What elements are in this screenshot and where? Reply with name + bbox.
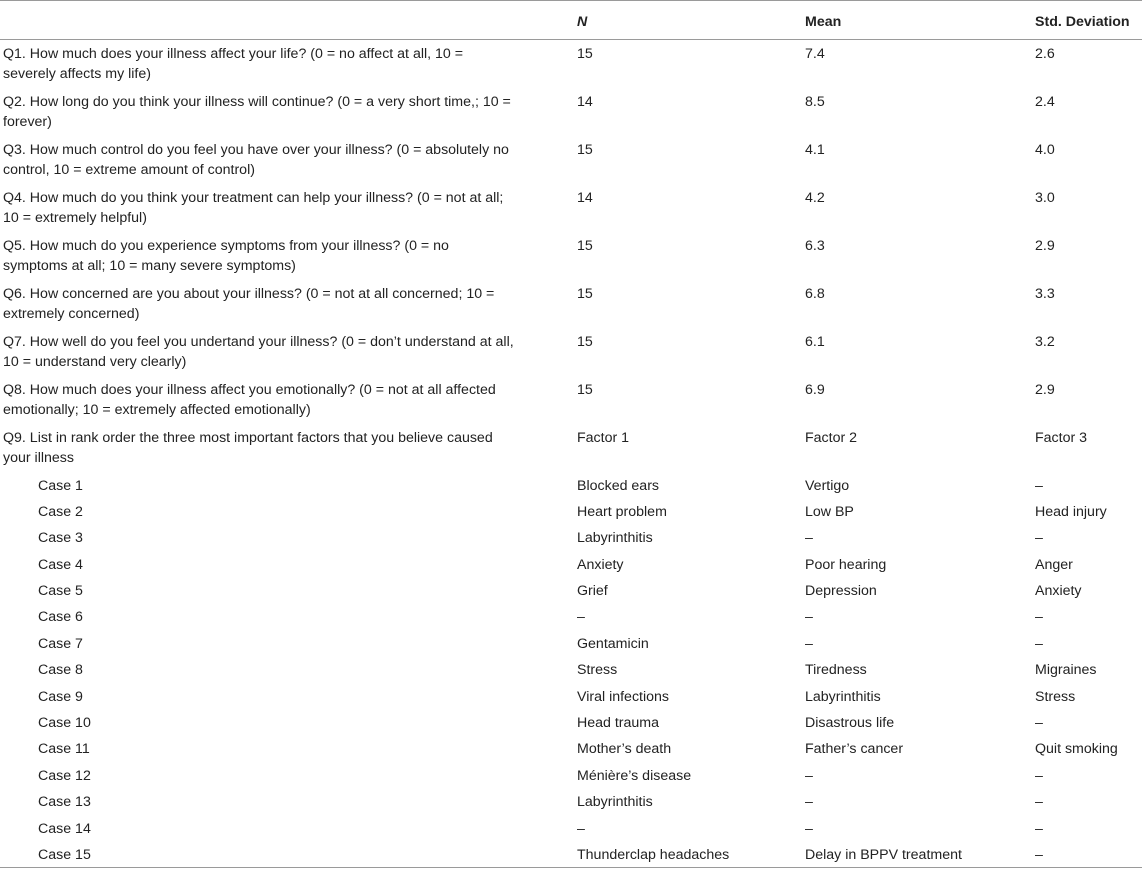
question-row-q5 xyxy=(0,232,1142,280)
table-header xyxy=(0,1,1142,40)
sd-value: 2.6 xyxy=(1035,46,1055,62)
factor-3-value: Migraines xyxy=(1035,662,1097,679)
mean-value: 4.1 xyxy=(805,141,825,158)
factor-2-value: Delay in BPPV treatment xyxy=(805,841,1035,867)
factor-2-value: – xyxy=(805,635,813,652)
question-text: Q1. How much does your illness affect your life? (0 = no affect at all, 10 = severely affects my life) xyxy=(3,46,464,82)
factor-3-value: Anxiety xyxy=(1035,583,1082,600)
question-text: Q2. How long do you think your illness will continue? (0 = a very short time,; 10 = forever) xyxy=(3,93,511,130)
factor-2-value: – xyxy=(805,820,813,837)
factor-3-value: – xyxy=(1035,820,1043,837)
case-row xyxy=(0,551,1142,577)
case-row xyxy=(0,472,1142,498)
header-std-deviation: Std. Deviation xyxy=(1035,1,1142,40)
question-text: Q6. How concerned are you about your illness? (0 = not at all concerned; 10 = extremely concerned) xyxy=(3,285,495,322)
factor-3-value: Head injury xyxy=(1035,503,1107,520)
case-row xyxy=(0,788,1142,814)
mean-value: 6.9 xyxy=(805,381,825,398)
factor-3-value: – xyxy=(1035,841,1142,867)
factor-1-value: Grief xyxy=(577,583,608,600)
factor-3-value: – xyxy=(1035,794,1043,811)
question-text: Q3. How much control do you feel you have over your illness? (0 = absolutely no control, 10 = extreme amount of control) xyxy=(3,141,509,178)
n-value: 15 xyxy=(577,381,593,398)
question-text: Q5. How much do you experience symptoms from your illness? (0 = no symptoms at all; 10 = many severe symptoms) xyxy=(3,237,449,274)
factor-1-value: Anxiety xyxy=(577,556,624,573)
factor-3-value: Quit smoking xyxy=(1035,741,1118,758)
cases-body xyxy=(0,472,1142,868)
header-question xyxy=(0,1,577,40)
n-value: 14 xyxy=(577,93,593,110)
question-text: Q9. List in rank order the three most important factors that you believe caused your illness xyxy=(3,429,493,466)
factor-1-value: – xyxy=(577,820,585,837)
factor-1-heading: Factor 1 xyxy=(577,429,630,446)
question-row-q1 xyxy=(0,40,1142,88)
factor-1-value: – xyxy=(577,609,585,626)
case-row xyxy=(0,841,1142,867)
factor-2-value: Poor hearing xyxy=(805,556,887,573)
n-value: 15 xyxy=(577,141,593,158)
factor-2-value: Vertigo xyxy=(805,477,850,494)
factor-2-value: Low BP xyxy=(805,503,854,520)
n-value: 15 xyxy=(577,237,593,254)
case-label: Case 5 xyxy=(38,583,83,600)
sd-value: 3.3 xyxy=(1035,285,1055,302)
factor-3-value: – xyxy=(1035,767,1043,784)
sd-value: 2.9 xyxy=(1035,237,1055,254)
case-row xyxy=(0,815,1142,841)
case-label: Case 15 xyxy=(0,841,577,867)
factor-2-value: Tiredness xyxy=(805,662,867,679)
question-row-q8 xyxy=(0,376,1142,424)
factor-2-value: Disastrous life xyxy=(805,715,895,732)
factor-1-value: Mother’s death xyxy=(577,741,672,758)
factor-3-value: – xyxy=(1035,635,1043,652)
table-body xyxy=(0,40,1142,472)
case-label: Case 14 xyxy=(38,820,91,837)
case-row xyxy=(0,762,1142,788)
factor-1-value: Labyrinthitis xyxy=(577,794,653,811)
question-row-q2 xyxy=(0,88,1142,136)
factor-3-value: Anger xyxy=(1035,556,1073,573)
case-label: Case 4 xyxy=(38,556,83,573)
case-row xyxy=(0,683,1142,709)
n-value: 14 xyxy=(577,189,593,206)
question-row-q6 xyxy=(0,280,1142,328)
case-row xyxy=(0,709,1142,735)
case-label: Case 8 xyxy=(38,662,83,679)
case-label: Case 13 xyxy=(38,794,91,811)
case-label: Case 11 xyxy=(38,741,90,758)
case-row xyxy=(0,603,1142,629)
case-label: Case 12 xyxy=(38,767,91,784)
case-row xyxy=(0,498,1142,524)
factor-3-value: Stress xyxy=(1035,688,1076,705)
n-value: 15 xyxy=(577,285,593,302)
factor-1-value: Blocked ears xyxy=(577,477,660,494)
mean-value: 6.8 xyxy=(805,285,825,302)
header-n: N xyxy=(577,1,805,40)
factor-2-value: Father’s cancer xyxy=(805,741,904,758)
factor-2-value: – xyxy=(805,609,813,626)
factor-2-heading: Factor 2 xyxy=(805,429,858,446)
case-label: Case 2 xyxy=(38,503,83,520)
factor-1-value: Thunderclap headaches xyxy=(577,841,805,867)
factor-1-value: Stress xyxy=(577,662,618,679)
mean-value: 6.1 xyxy=(805,333,825,350)
sd-value: 2.9 xyxy=(1035,381,1055,398)
factor-1-value: Labyrinthitis xyxy=(577,530,653,547)
case-row xyxy=(0,630,1142,656)
n-value: 15 xyxy=(577,333,593,350)
factor-2-value: Labyrinthitis xyxy=(805,688,881,705)
question-text: Q7. How well do you feel you undertand your illness? (0 = don’t understand at all, 10 = understand very clearly) xyxy=(3,333,514,370)
case-label: Case 10 xyxy=(38,715,91,732)
factor-1-value: Gentamicin xyxy=(577,635,649,652)
factor-3-heading: Factor 3 xyxy=(1035,429,1088,446)
factor-2-value: – xyxy=(805,794,813,811)
question-row-q9 xyxy=(0,424,1142,472)
header-row xyxy=(0,1,1142,40)
factor-1-value: Heart problem xyxy=(577,503,667,520)
factor-3-value: – xyxy=(1035,715,1043,732)
factor-3-value: – xyxy=(1035,609,1043,626)
n-value: 15 xyxy=(577,46,593,62)
question-row-q3 xyxy=(0,136,1142,184)
factor-2-value: Depression xyxy=(805,583,877,600)
case-label: Case 3 xyxy=(38,530,83,547)
case-row xyxy=(0,735,1142,761)
factor-1-value: Ménière’s disease xyxy=(577,767,692,784)
mean-value: 8.5 xyxy=(805,93,825,110)
sd-value: 2.4 xyxy=(1035,93,1055,110)
question-text: Q8. How much does your illness affect you emotionally? (0 = not at all affected emotionally; 10 = extremely affected emotionally) xyxy=(3,381,496,418)
factor-3-value: – xyxy=(1035,477,1043,494)
sd-value: 4.0 xyxy=(1035,141,1055,158)
factor-3-value: – xyxy=(1035,530,1043,547)
sd-value: 3.2 xyxy=(1035,333,1055,350)
factor-1-value: Head trauma xyxy=(577,715,660,732)
header-mean: Mean xyxy=(805,1,1035,40)
case-label: Case 7 xyxy=(38,635,83,652)
case-label: Case 1 xyxy=(38,477,83,494)
question-row-q7 xyxy=(0,328,1142,376)
case-row xyxy=(0,524,1142,550)
case-label: Case 6 xyxy=(38,609,83,626)
question-row-q4 xyxy=(0,184,1142,232)
mean-value: 7.4 xyxy=(805,46,825,62)
factor-2-value: – xyxy=(805,530,813,547)
question-text: Q4. How much do you think your treatment can help your illness? (0 = not at all; 10 = extremely helpful) xyxy=(3,189,504,226)
mean-value: 4.2 xyxy=(805,189,825,206)
case-label: Case 9 xyxy=(38,688,83,705)
factor-1-value: Viral infections xyxy=(577,688,670,705)
mean-value: 6.3 xyxy=(805,237,825,254)
sd-value: 3.0 xyxy=(1035,189,1055,206)
case-row xyxy=(0,656,1142,682)
factor-2-value: – xyxy=(805,767,813,784)
case-row xyxy=(0,577,1142,603)
